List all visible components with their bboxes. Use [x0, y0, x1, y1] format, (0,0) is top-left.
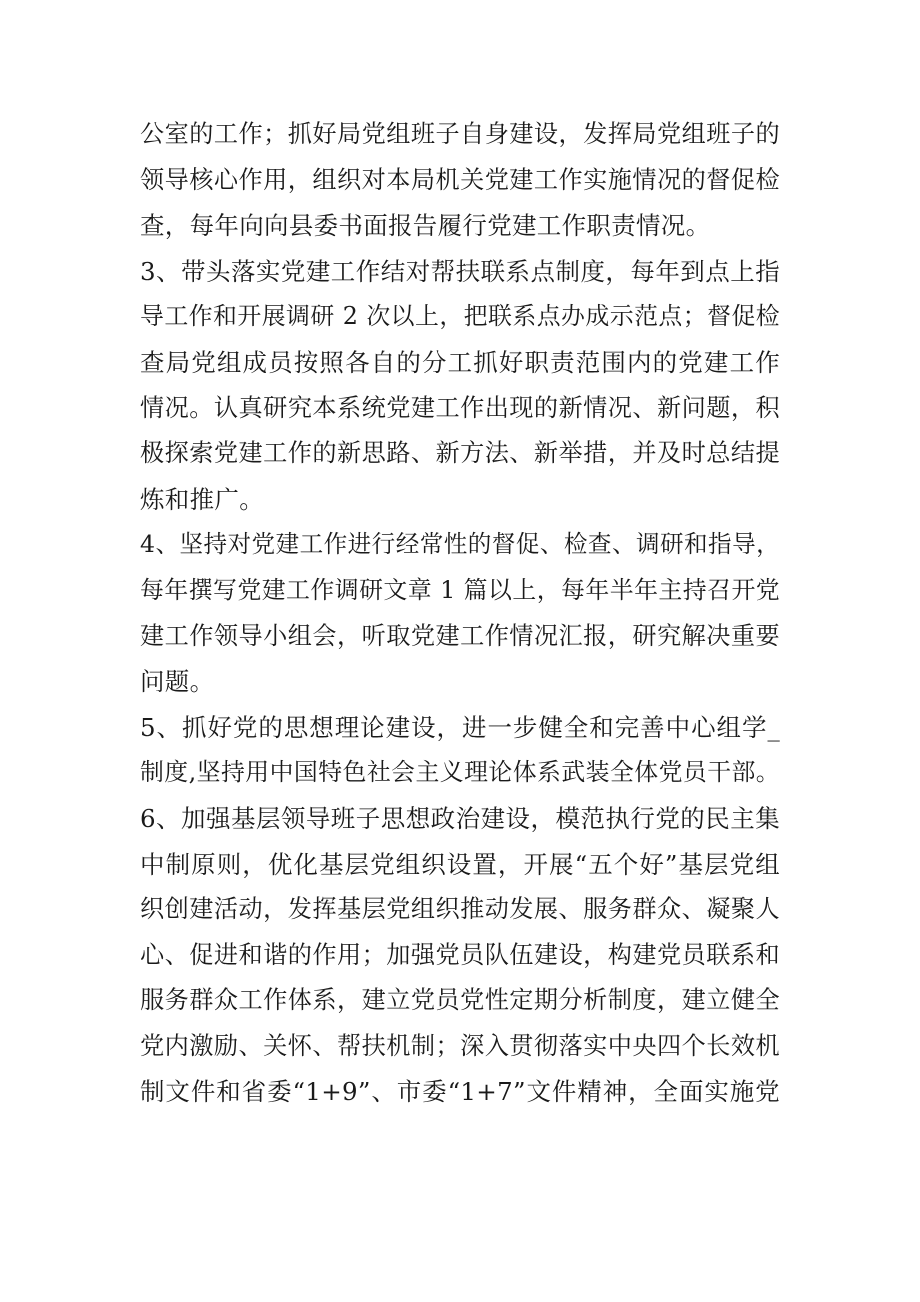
text-line: 制度,坚持用中国特色社会主义理论体系武装全体党员干部。: [140, 758, 780, 787]
text-line: 情况。认真研究本系统党建工作出现的新情况、新问题，积: [140, 393, 780, 422]
text-line: 查局党组成员按照各自的分工抓好职责范围内的党建工作: [140, 347, 780, 377]
text-line: 服务群众工作体系，建立党员党性定期分析制度，建立健全: [140, 986, 780, 1015]
text-line: 查，每年向向县委书面报告履行党建工作职责情况。: [140, 211, 711, 241]
text-line: 每年撰写党建工作调研文章 1 篇以上，每年半年主持召开党: [140, 575, 780, 604]
text-line: 5、抓好党的思想理论建设，进一步健全和完善中心组学_: [140, 712, 780, 742]
text-line: 炼和推广。: [140, 484, 264, 514]
text-line: 中制原则，优化基层党组织设置，开展“五个好”基层党组: [140, 849, 780, 879]
text-line: 心、促进和谐的作用；加强党员队伍建设，构建党员联系和: [140, 940, 780, 969]
paragraph-1: [140, 112, 780, 249]
text-line: 问题。: [140, 667, 215, 697]
text-line: 极探索党建工作的新思路、新方法、新举措，并及时总结提: [140, 439, 780, 468]
text-line: 4、坚持对党建工作进行经常性的督促、检查、调研和指导，: [140, 530, 780, 559]
text-line: 制文件和省委“1+9”、市委“1+7”文件精神，全面实施党: [140, 1077, 780, 1107]
paragraph-5: [140, 796, 780, 1115]
text-line: 领导核心作用，组织对本局机关党建工作实施情况的督促检: [140, 165, 780, 194]
text-line: 3、带头落实党建工作结对帮扶联系点制度，每年到点上指: [140, 256, 780, 286]
document-body: [140, 112, 780, 1115]
text-line: 6、加强基层领导班子思想政治建设，模范执行党的民主集: [140, 803, 780, 833]
text-line: 公室的工作；抓好局党组班子自身建设，发挥局党组班子的: [140, 120, 780, 148]
text-line: 党内激励、关怀、帮扶机制；深入贯彻落实中央四个长效机: [140, 1031, 780, 1060]
paragraph-3: [140, 522, 780, 704]
text-line: 织创建活动，发挥基层党组织推动发展、服务群众、凝聚人: [140, 895, 780, 924]
text-line: 导工作和开展调研 2 次以上，把联系点办成示范点；督促检: [140, 302, 780, 331]
paragraph-2: [140, 249, 780, 523]
paragraph-4: [140, 705, 780, 796]
text-line: 建工作领导小组会，听取党建工作情况汇报，研究解决重要: [140, 621, 780, 650]
